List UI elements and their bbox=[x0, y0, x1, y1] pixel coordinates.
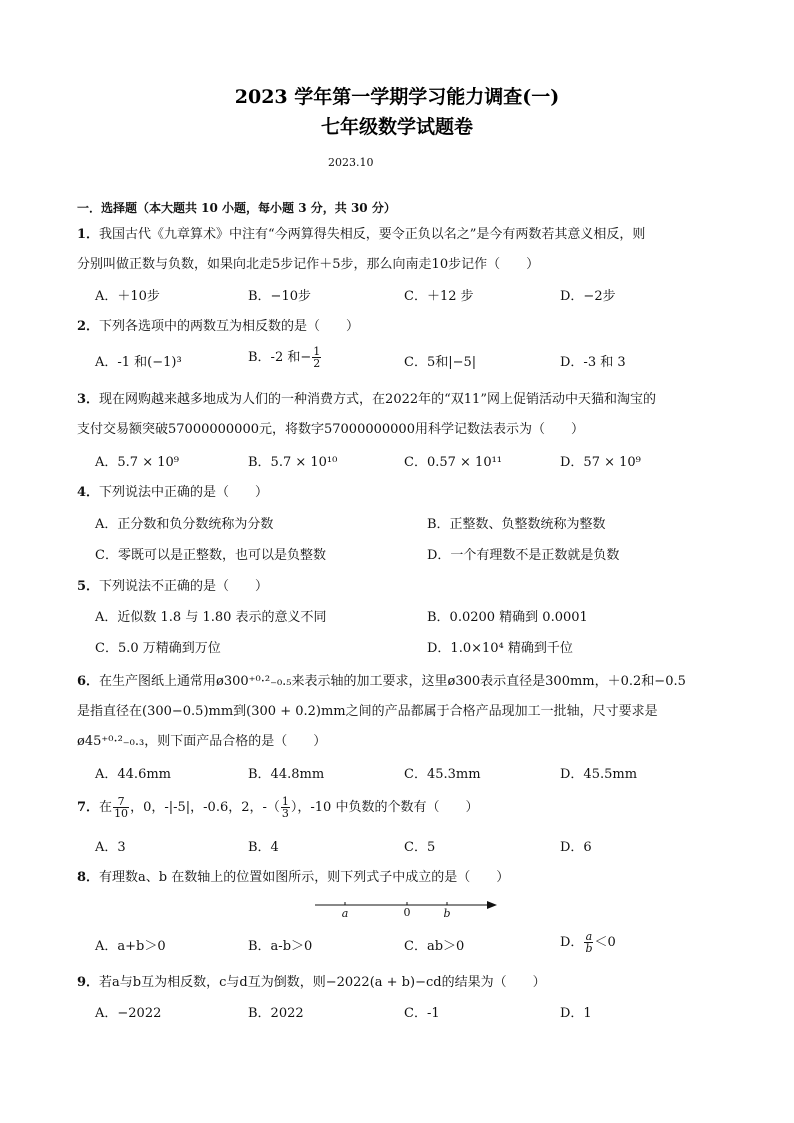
question-text: 有理数a、b 在数轴上的位置如图所示，则下列式子中成立的是（ ） bbox=[99, 870, 510, 885]
question-number: 5． bbox=[77, 579, 100, 594]
question-8-option-b: B．a-b＞0 bbox=[248, 939, 313, 954]
option-text: D． bbox=[560, 935, 584, 950]
question-3-option-a: A．5.7 × 10⁹ bbox=[95, 455, 179, 470]
question-text-prefix: 在 bbox=[99, 800, 113, 815]
fraction-denominator: 10 bbox=[114, 807, 129, 820]
question-text: 下列说法中正确的是（ ） bbox=[99, 485, 269, 500]
question-6-line-3: ø45⁺⁰·²₋₀.₃，则下面产品合格的是（ ） bbox=[77, 734, 327, 749]
fraction bbox=[312, 346, 321, 369]
fraction bbox=[584, 931, 593, 954]
fraction-numerator: 7 bbox=[113, 796, 129, 808]
question-8-option-a: A．a+b＞0 bbox=[95, 939, 166, 954]
label-a: a bbox=[341, 907, 349, 920]
question-7-option-d: D．6 bbox=[560, 840, 592, 855]
question-7-option-c: C．5 bbox=[404, 840, 436, 855]
question-5-option-d: D．1.0×10⁴ 精确到千位 bbox=[427, 641, 573, 656]
question-6-line-1 bbox=[77, 673, 686, 691]
question-number: 2． bbox=[77, 319, 100, 334]
question-6-option-c: C．45.3mm bbox=[404, 767, 481, 782]
question-2-option-d: D．-3 和 3 bbox=[560, 355, 626, 370]
question-3-option-c: C．0.57 × 10¹¹ bbox=[404, 455, 503, 470]
fraction bbox=[113, 796, 129, 819]
question-4-option-b: B．正整数、负整数统称为整数 bbox=[427, 517, 606, 532]
question-9-option-b: B．2022 bbox=[248, 1006, 304, 1021]
question-8-option-d bbox=[560, 931, 616, 954]
question-1-option-b: B．−10步 bbox=[248, 289, 311, 304]
question-number: 3． bbox=[77, 392, 100, 407]
question-number: 4． bbox=[77, 485, 100, 500]
question-number: 8． bbox=[77, 870, 100, 885]
question-text-suffix: ），-10 中负数的个数有（ ） bbox=[290, 800, 479, 815]
question-9-line-1 bbox=[77, 974, 546, 992]
question-4-option-c: C．零既可以是正整数，也可以是负整数 bbox=[95, 548, 326, 563]
fraction-numerator: a bbox=[585, 930, 593, 943]
fraction-denominator: 3 bbox=[281, 807, 289, 820]
fraction-numerator: 1 bbox=[281, 795, 289, 808]
question-5-line-1 bbox=[77, 578, 268, 596]
question-9-option-a: A．−2022 bbox=[95, 1006, 162, 1021]
question-6-option-a: A．44.6mm bbox=[95, 767, 171, 782]
question-8-line-1 bbox=[77, 869, 509, 887]
question-9-option-d: D．1 bbox=[560, 1006, 592, 1021]
question-4-option-d: D．一个有理数不是正数就是负数 bbox=[427, 548, 620, 563]
question-7-line-1 bbox=[77, 796, 478, 819]
number-line-arrow bbox=[487, 901, 497, 909]
question-number: 9． bbox=[77, 975, 100, 990]
question-5-option-c: C．5.0 万精确到万位 bbox=[95, 641, 221, 656]
question-3-option-b: B．5.7 × 10¹⁰ bbox=[248, 455, 338, 470]
question-2-line-1 bbox=[77, 318, 359, 336]
option-tail: ＜0 bbox=[594, 935, 616, 950]
question-2-option-c: C．5和|−5| bbox=[404, 355, 477, 370]
section-heading: 一．选择题（本大题共 10 小题，每小题 3 分，共 30 分） bbox=[77, 201, 396, 215]
question-6-option-d: D．45.5mm bbox=[560, 767, 638, 782]
question-text-mid: ，0，-|-5|，-0.6，2，-（ bbox=[130, 800, 280, 815]
question-number: 1． bbox=[77, 227, 100, 242]
question-3-option-d: D．57 × 10⁹ bbox=[560, 455, 641, 470]
question-5-option-a: A．近似数 1.8 与 1.80 表示的意义不同 bbox=[95, 610, 327, 625]
question-3-line-1 bbox=[77, 391, 656, 409]
exam-subtitle: 七年级数学试题卷 bbox=[320, 116, 473, 138]
question-6-option-b: B．44.8mm bbox=[248, 767, 325, 782]
question-text: 下列各选项中的两数互为相反数的是（ ） bbox=[99, 319, 360, 334]
question-number: 6． bbox=[77, 674, 100, 689]
question-9-option-c: C．-1 bbox=[404, 1006, 440, 1021]
question-5-option-b: B．0.0200 精确到 0.0001 bbox=[427, 610, 588, 625]
fraction-denominator: b bbox=[585, 942, 593, 955]
question-1-line-1 bbox=[77, 226, 645, 244]
question-7-option-a: A．3 bbox=[95, 840, 126, 855]
question-text: 我国古代《九章算术》中注有“今两算得失相反，要令正负以名之”是今有两数若其意义相反，则 bbox=[99, 227, 646, 242]
question-6-line-2: 是指直径在(300−0.5)mm到(300 + 0.2)mm之间的产品都属于合格产品现加工一批轴，尺寸要求是 bbox=[77, 704, 658, 719]
question-text: 在生产图纸上通常用ø300⁺⁰·²₋₀.₅来表示轴的加工要求，这里ø300表示直径是300mm，＋0.2和−0.5 bbox=[99, 674, 686, 689]
fraction-numerator: 1 bbox=[313, 345, 321, 358]
question-text: 下列说法不正确的是（ ） bbox=[99, 579, 269, 594]
question-8-option-c: C．ab＞0 bbox=[404, 939, 465, 954]
option-text: B．-2 和− bbox=[248, 350, 312, 365]
label-b: b bbox=[443, 907, 451, 920]
question-text: 现在网购越来越多地成为人们的一种消费方式，在2022年的“双11”网上促销活动中天猫和淘宝的 bbox=[99, 392, 656, 407]
fraction-denominator: 2 bbox=[313, 357, 321, 370]
question-1-option-d: D．−2步 bbox=[560, 289, 616, 304]
exam-title: 2023 学年第一学期学习能力调查(一) bbox=[234, 86, 560, 108]
label-zero: 0 bbox=[403, 906, 411, 919]
question-2-option-a: A．-1 和(−1)³ bbox=[95, 355, 182, 370]
question-number: 7． bbox=[77, 800, 100, 815]
question-text: 若a与b互为相反数，c与d互为倒数，则−2022(a + b)−cd的结果为（ ） bbox=[99, 975, 546, 990]
question-1-option-c: C．＋12 步 bbox=[404, 289, 474, 304]
fraction bbox=[281, 796, 290, 819]
question-3-line-2: 支付交易额突破57000000000元，将数字57000000000用科学记数法表示为（ ） bbox=[77, 422, 584, 437]
question-1-option-a: A．＋10步 bbox=[95, 289, 160, 304]
question-4-line-1 bbox=[77, 484, 268, 502]
question-4-option-a: A．正分数和负分数统称为分数 bbox=[95, 517, 274, 532]
question-2-option-b bbox=[248, 346, 322, 369]
exam-date: 2023.10 bbox=[328, 156, 374, 169]
question-7-option-b: B．4 bbox=[248, 840, 279, 855]
question-1-line-2: 分别叫做正数与负数，如果向北走5步记作＋5步，那么向南走10步记作（ ） bbox=[77, 257, 540, 272]
